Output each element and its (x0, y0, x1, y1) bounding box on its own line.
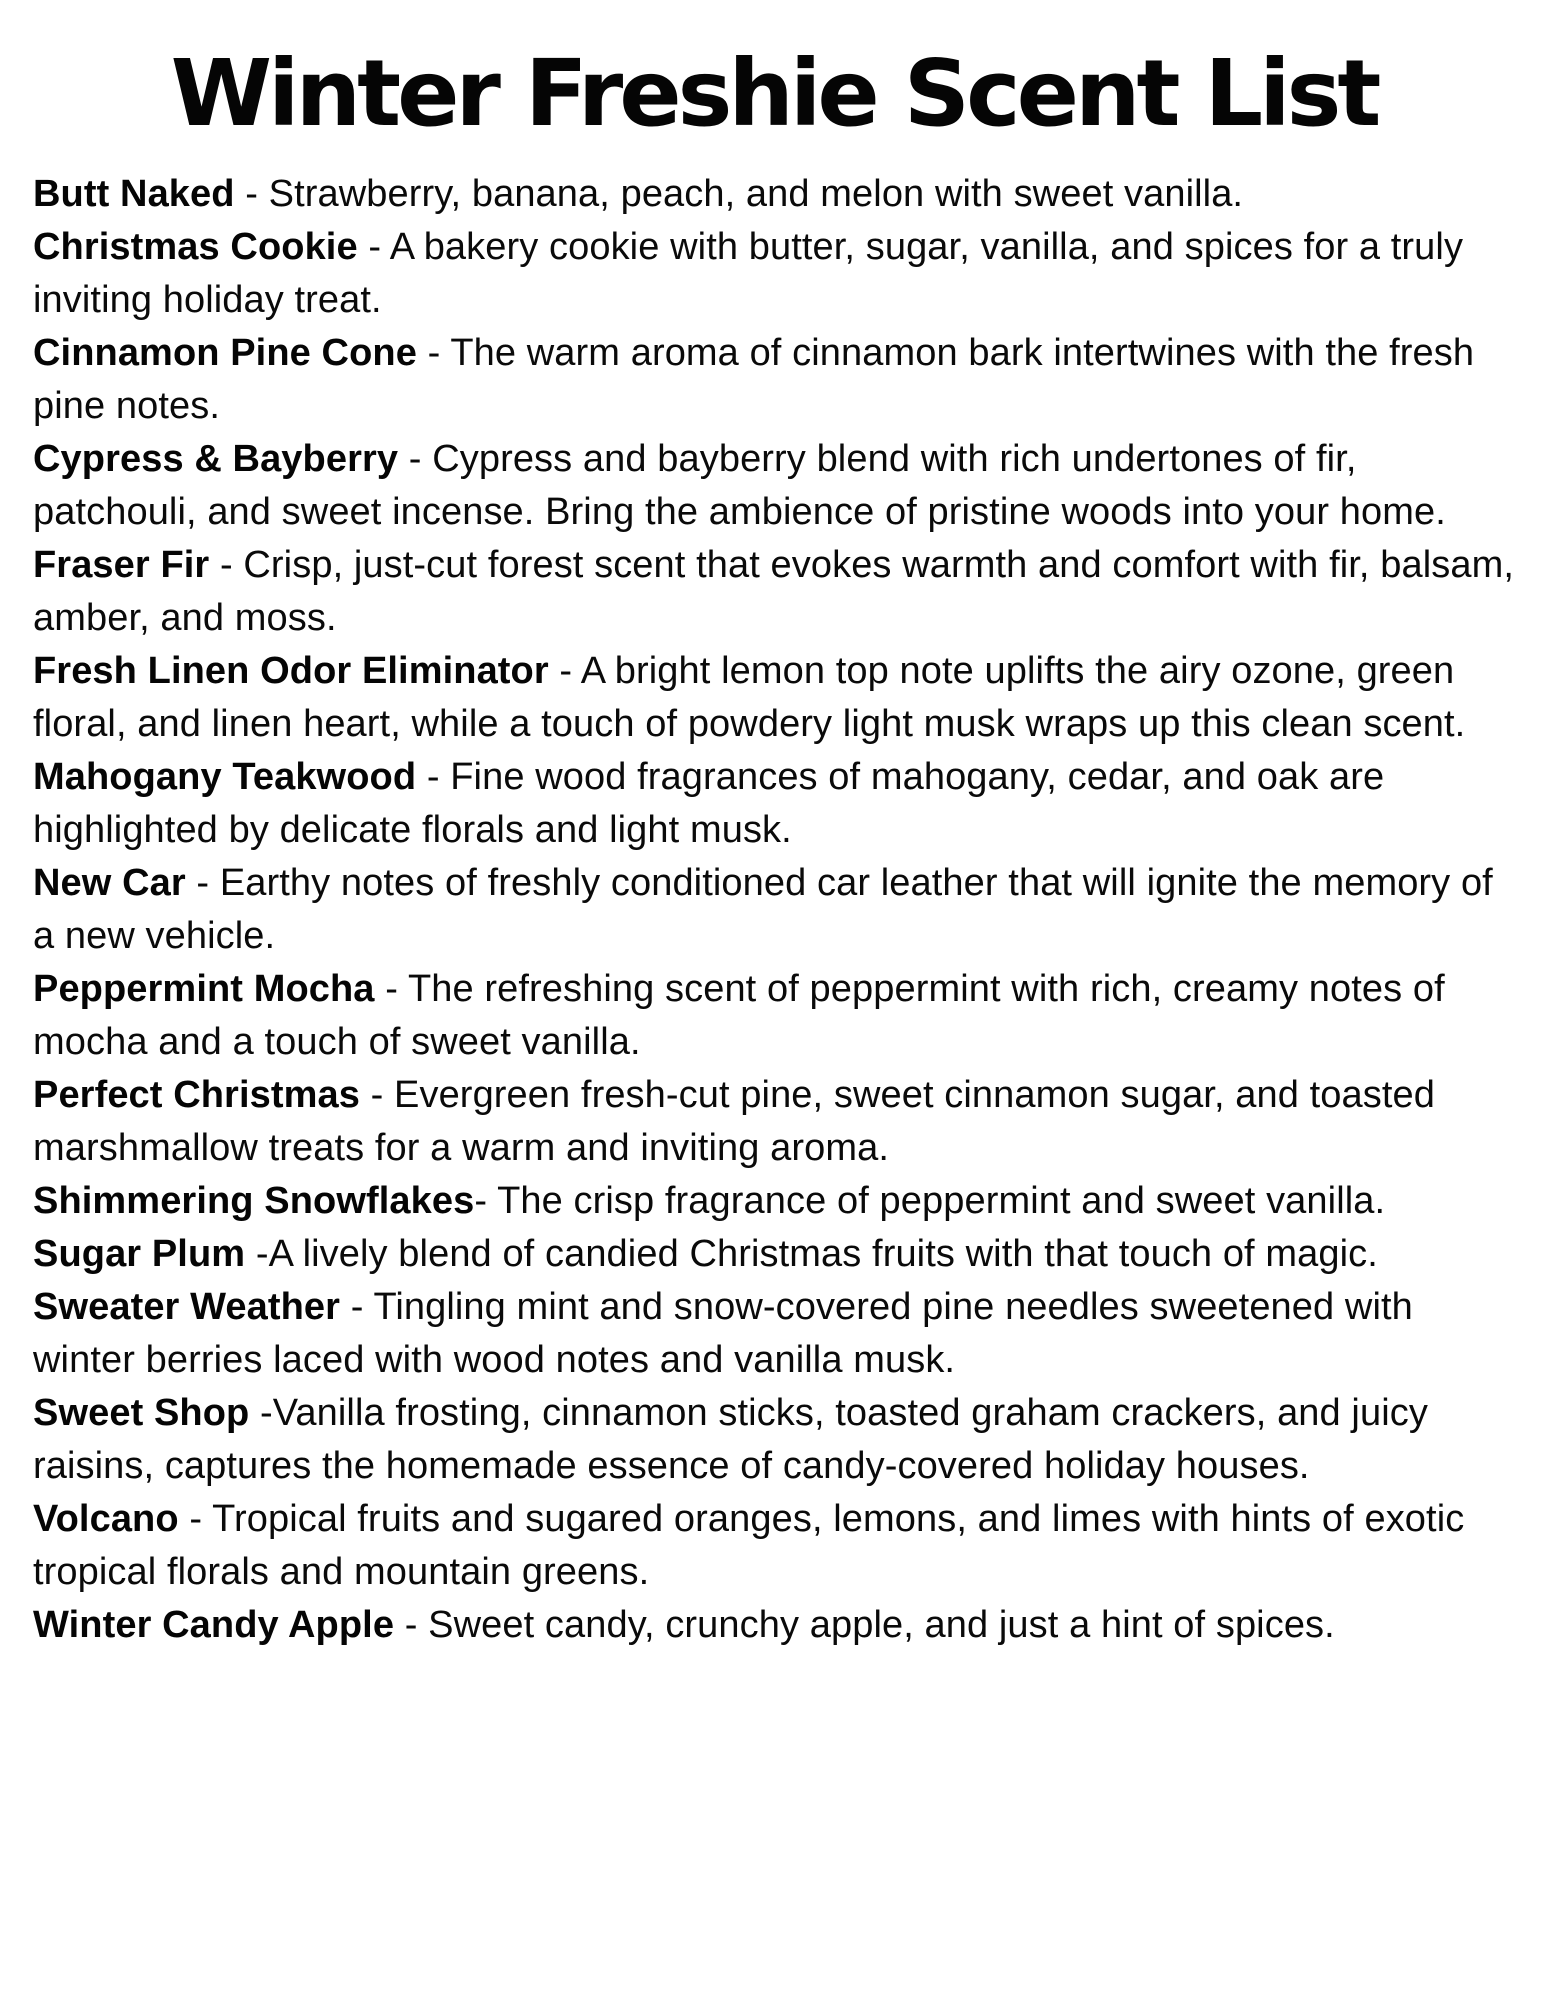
scent-entry (33, 1493, 1515, 1599)
scent-separator: - (416, 332, 451, 374)
scent-entry (33, 168, 1515, 221)
scent-description: Sweet candy, crunchy apple, and just a hint of spices. (428, 1604, 1335, 1646)
scent-description: Crisp, just-cut forest scent that evokes warmth and comfort with fir, balsam, amber, and moss. (33, 544, 1514, 639)
page-title: Winter Freshie Scent List (170, 40, 1378, 147)
scent-name: New Car (33, 862, 186, 904)
scent-list (33, 168, 1515, 1652)
scent-description: The refreshing scent of peppermint with rich, creamy notes of mocha and a touch of sweet vanilla. (33, 968, 1445, 1063)
scent-name: Volcano (33, 1498, 179, 1540)
scent-entry (33, 645, 1515, 751)
scent-separator: - (474, 1180, 498, 1222)
scent-name: Mahogany Teakwood (33, 756, 417, 798)
scent-separator: - (249, 1392, 273, 1434)
scent-description: Evergreen fresh-cut pine, sweet cinnamon sugar, and toasted marshmallow treats for a warm and inviting aroma. (33, 1074, 1435, 1169)
scent-description: Vanilla frosting, cinnamon sticks, toasted graham crackers, and juicy raisins, captures the homemade essence of candy-covered holiday houses. (33, 1392, 1428, 1487)
scent-entry (33, 539, 1515, 645)
scent-description: Fine wood fragrances of mahogany, cedar, and oak are highlighted by delicate florals and light musk. (33, 756, 1385, 851)
scent-description: The crisp fragrance of peppermint and sweet vanilla. (497, 1180, 1386, 1222)
scent-separator: - (340, 1286, 374, 1328)
scent-separator: - (185, 862, 220, 904)
scent-separator: - (374, 968, 408, 1010)
scent-entry (33, 1599, 1515, 1652)
scent-name: Christmas Cookie (33, 226, 358, 268)
scent-description: Tropical fruits and sugared oranges, lemons, and limes with hints of exotic tropical florals and mountain greens. (33, 1498, 1465, 1593)
scent-name: Shimmering Snowflakes (33, 1180, 475, 1222)
scent-name: Winter Candy Apple (33, 1604, 395, 1646)
scent-separator: - (357, 226, 390, 268)
scent-name: Butt Naked (33, 173, 235, 215)
scent-entry (33, 963, 1515, 1069)
scent-entry (33, 1281, 1515, 1387)
scent-separator: - (548, 650, 581, 692)
scent-separator: - (398, 438, 433, 480)
scent-separator: - (394, 1604, 429, 1646)
scent-name: Sweet Shop (33, 1392, 250, 1434)
scent-description: A bright lemon top note uplifts the airy ozone, green floral, and linen heart, while a touch of powdery light musk wraps up this clean scent. (33, 650, 1466, 745)
scent-name: Sweater Weather (33, 1286, 341, 1328)
scent-description: Earthy notes of freshly conditioned car leather that will ignite the memory of a new vehicle. (33, 862, 1493, 957)
scent-entry (33, 221, 1515, 327)
scent-entry (33, 433, 1515, 539)
scent-entry (33, 327, 1515, 433)
scent-separator: - (416, 756, 451, 798)
scent-name: Cypress & Bayberry (33, 438, 399, 480)
scent-name: Perfect Christmas (33, 1074, 360, 1116)
scent-entry (33, 1387, 1515, 1493)
scent-separator: - (245, 1233, 269, 1275)
scent-entry (33, 751, 1515, 857)
scent-name: Fraser Fir (33, 544, 210, 586)
scent-name: Peppermint Mocha (33, 968, 375, 1010)
scent-name: Sugar Plum (33, 1233, 246, 1275)
scent-entry (33, 857, 1515, 963)
scent-description: Strawberry, banana, peach, and melon with sweet vanilla. (268, 173, 1244, 215)
scent-description: Tingling mint and snow-covered pine needles sweetened with winter berries laced with wood notes and vanilla musk. (33, 1286, 1413, 1381)
scent-entry (33, 1069, 1515, 1175)
scent-name: Cinnamon Pine Cone (33, 332, 417, 374)
scent-name: Fresh Linen Odor Eliminator (33, 650, 549, 692)
scent-entry (33, 1175, 1515, 1228)
scent-description: The warm aroma of cinnamon bark intertwines with the fresh pine notes. (33, 332, 1475, 427)
scent-separator: - (359, 1074, 395, 1116)
scent-separator: - (209, 544, 244, 586)
scent-description: A bakery cookie with butter, sugar, vanilla, and spices for a truly inviting holiday treat. (33, 226, 1464, 321)
scent-entry (33, 1228, 1515, 1281)
scent-separator: - (178, 1498, 213, 1540)
scent-description: A lively blend of candied Christmas fruits with that touch of magic. (268, 1233, 1378, 1275)
scent-separator: - (234, 173, 269, 215)
scent-description: Cypress and bayberry blend with rich undertones of fir, patchouli, and sweet incense. Bring the ambience of pristine woods into your home. (33, 438, 1446, 533)
